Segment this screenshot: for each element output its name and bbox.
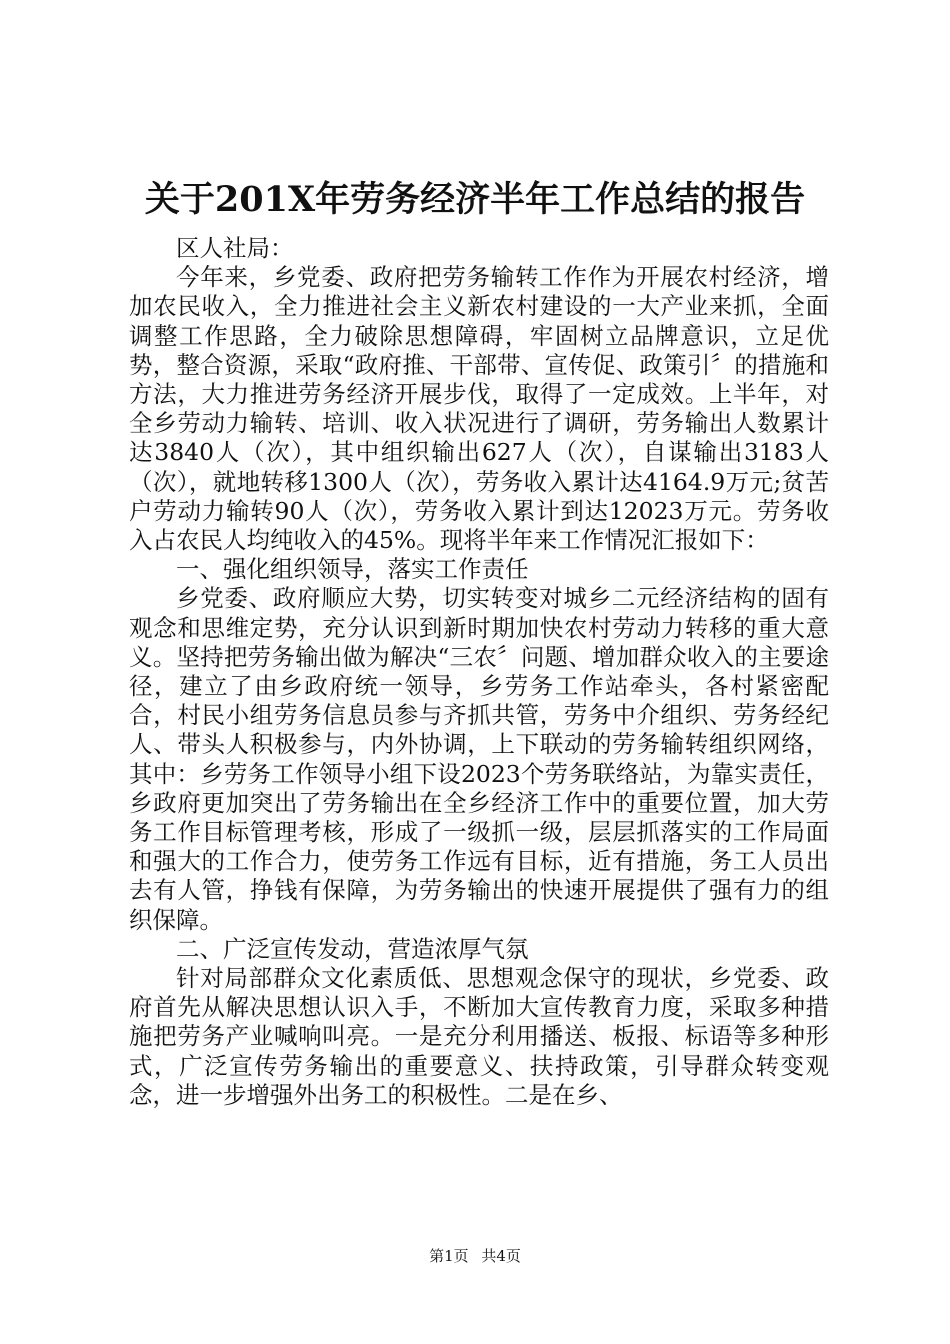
page-footer — [0, 1246, 950, 1266]
paragraph-intro: 今年来，乡党委、政府把劳务输转工作作为开展农村经济，增加农民收入，全力推进社会主义新农村建设的一大产业来抓，全面调整工作思路，全力破除思想障碍，牢固树立品牌意识，立足优势，整合资源，采取“政府推、干部带、宣传促、政策引〞的措施和方法，大力推进劳务经济开展步伐，取得了一定成效。上半年，对全乡劳动力输转、培训、收入状况进行了调研，劳务输出人数累计达3840人（次），其中组织输出627人（次），自谋输出3183人（次），就地转移1300人（次），劳务收入累计达4164.9万元;贫苦户劳动力输转90人（次），劳务收入累计到达12023万元。劳务收入占农民人均纯收入的45%。现将半年来工作情况汇报如下： — [129, 263, 829, 555]
document-title: 关于201X年劳务经济半年工作总结的报告 — [144, 179, 806, 220]
paragraph-section-2: 针对局部群众文化素质低、思想观念保守的现状，乡党委、政府首先从解决思想认识入手，不断加大宣传教育力度，采取多种措施把劳务产业喊响叫亮。一是充分利用播送、板报、标语等多种形式，广泛宣传劳务输出的重要意义、扶持政策，引导群众转变观念，进一步增强外出务工的积极性。二是在乡、 — [129, 964, 829, 1109]
page-number: 第1页 — [429, 1247, 469, 1265]
paragraph-section-1: 乡党委、政府顺应大势，切实转变对城乡二元经济结构的固有观念和思维定势，充分认识到新时期加快农村劳动力转移的重大意义。坚持把劳务输出做为解决“三农〞问题、增加群众收入的主要途径，建立了由乡政府统一领导，乡劳务工作站牵头，各村紧密配合，村民小组劳务信息员参与齐抓共管，劳务中介组织、劳务经纪人、带头人积极参与，内外协调，上下联动的劳务输转组织网络，其中：乡劳务工作领导小组下设2023个劳务联络站，为靠实责任，乡政府更加突出了劳务输出在全乡经济工作中的重要位置，加大劳务工作目标管理考核，形成了一级抓一级，层层抓落实的工作局面和强大的工作合力，使劳务工作远有目标，近有措施，务工人员出去有人管，挣钱有保障，为劳务输出的快速开展提供了强有力的组织保障。 — [129, 584, 829, 934]
section-heading-1: 一、强化组织领导，落实工作责任 — [176, 555, 529, 584]
page-total: 共4页 — [481, 1247, 521, 1265]
salutation: 区人社局： — [176, 234, 294, 262]
section-heading-2: 二、广泛宣传发动，营造浓厚气氛 — [176, 934, 529, 963]
document-body — [129, 234, 829, 1110]
